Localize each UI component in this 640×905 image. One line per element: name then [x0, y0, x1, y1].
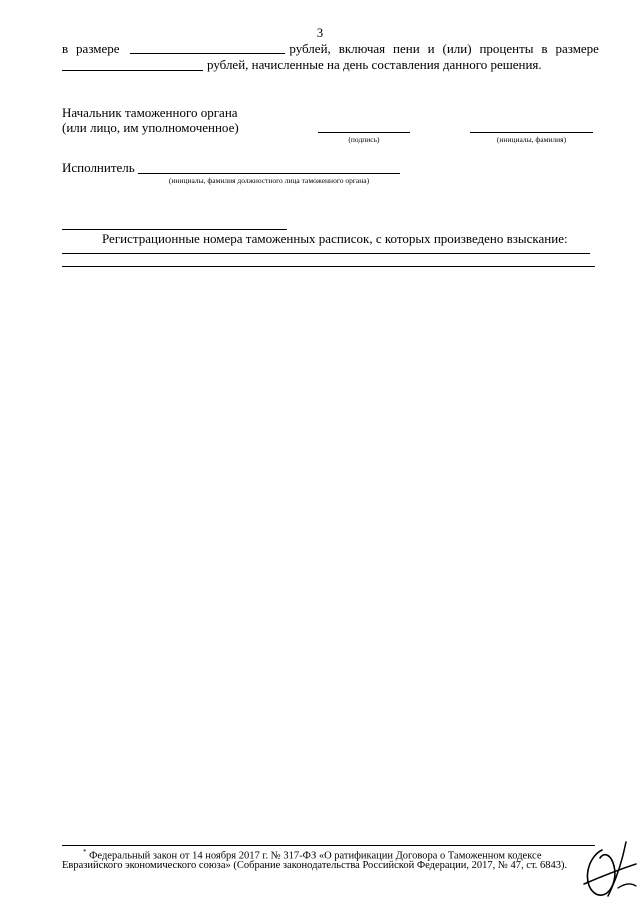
chief-title-line1: Начальник таможенного органа — [62, 105, 238, 120]
executor-caption: (инициалы, фамилия должностного лица таможенного органа) — [168, 176, 370, 185]
row1-word: в — [62, 41, 69, 56]
row1-word: проценты — [479, 41, 534, 56]
footnote-text-1: Федеральный закон от 14 ноября 2017 г. № 317-ФЗ «О ратификации Договора о Таможенном кодексе — [89, 850, 542, 862]
chief-name-line — [470, 132, 593, 133]
executor-label: Исполнитель — [62, 160, 135, 175]
row1-word: рублей, — [289, 41, 331, 56]
row1-word: (или) — [442, 41, 472, 56]
penalty-amount-line — [62, 70, 203, 71]
chief-name-caption: (инициалы, фамилия) — [496, 135, 567, 144]
amount-row-2: рублей, начисленные на день составления данного решения. — [207, 57, 542, 72]
row1-word: в — [541, 41, 548, 56]
chief-title-line2: (или лицо, им уполномоченное) — [62, 120, 239, 135]
row1-word: размере — [555, 41, 599, 56]
signature-caption: (подпись) — [348, 135, 380, 144]
registration-line-2 — [62, 266, 595, 267]
row1-word: включая — [338, 41, 386, 56]
registration-line-1 — [62, 253, 590, 254]
page-number: 3 — [316, 26, 324, 40]
amount-line — [130, 53, 285, 54]
signature-line — [318, 132, 410, 133]
registration-text: Регистрационные номера таможенных расписок, с которых произведено взыскание: — [102, 231, 568, 246]
executor-line — [138, 173, 400, 174]
registration-short-line — [62, 229, 287, 230]
row1-word: пени — [393, 41, 420, 56]
row1-word: и — [427, 41, 435, 56]
footnote-marker: * — [83, 848, 87, 856]
footnote-line-2: Евразийского экономического союза» (Собрание законодательства Российской Федерации, 2017, № 47, ст. 6843). — [62, 860, 568, 871]
handwritten-initials — [578, 838, 638, 903]
row1-word: размере — [76, 41, 120, 56]
